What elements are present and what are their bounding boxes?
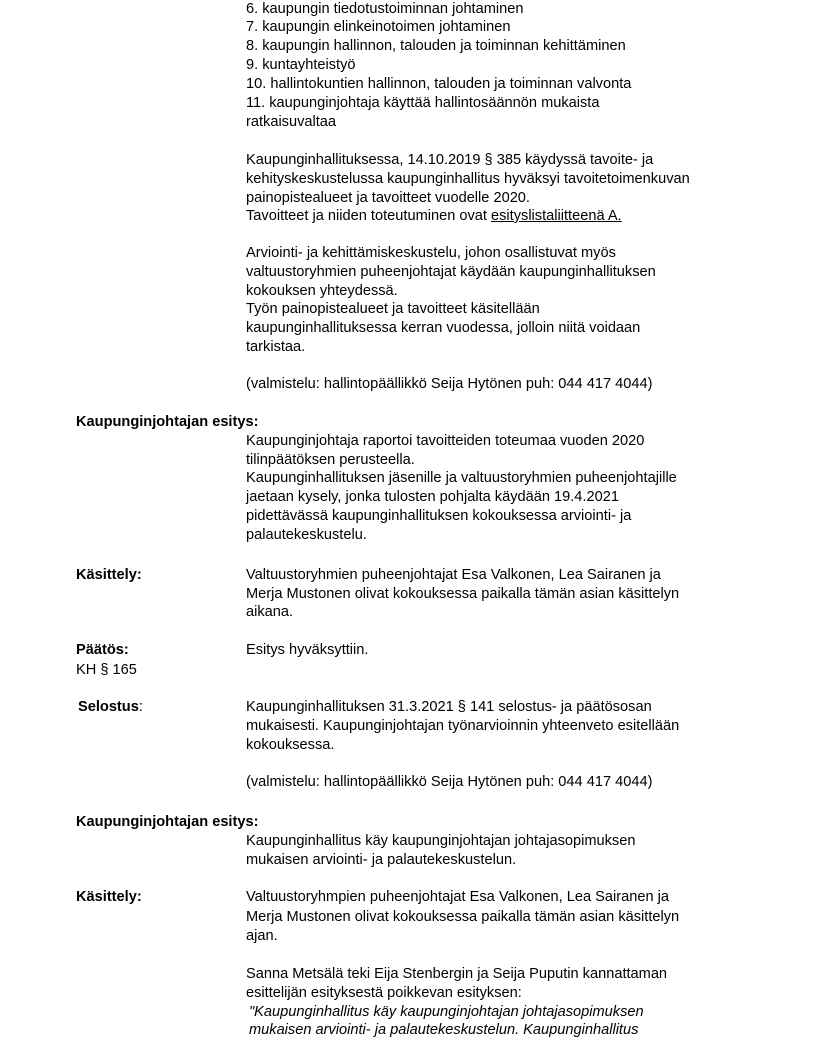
- section-label: Käsittely:: [76, 567, 142, 583]
- section-text: Merja Mustonen olivat kokouksessa paikalla tämän asian käsittelyn: [246, 586, 680, 602]
- section-label: Kaupunginjohtajan esitys:: [76, 814, 259, 830]
- attachment-link[interactable]: esityslistaliitteenä A.: [491, 208, 622, 224]
- section-text: mukaisen arviointi- ja palautekeskustelun.: [246, 852, 517, 868]
- section-text: jaetaan kysely, jonka tulosten pohjalta käydään 19.4.2021: [246, 489, 619, 505]
- section-text: kokouksessa.: [246, 737, 335, 753]
- decision-text: Esitys hyväksyttiin.: [246, 642, 369, 658]
- paragraph-line: [246, 207, 622, 225]
- list-item: 8. kaupungin hallinnon, talouden ja toiminnan kehittäminen: [246, 38, 626, 54]
- quoted-proposal: "Kaupunginhallitus käy kaupunginjohtajan johtajasopimuksen: [249, 1004, 644, 1020]
- section-text: Kaupunginhallitus käy kaupunginjohtajan johtajasopimuksen: [246, 833, 636, 849]
- section-text: Sanna Metsälä teki Eija Stenbergin ja Seija Puputin kannattaman: [246, 966, 668, 982]
- section-text: Merja Mustonen olivat kokouksessa paikalla tämän asian käsittelyn: [246, 909, 680, 925]
- paragraph-text: Tavoitteet ja niiden toteutuminen ovat: [246, 208, 492, 224]
- quoted-proposal: mukaisen arviointi- ja palautekeskustelun. Kaupunginhallitus: [249, 1022, 639, 1038]
- preparer-note: (valmistelu: hallintopäällikkö Seija Hytönen puh: 044 417 4044): [246, 774, 653, 790]
- section-label: Päätös:: [76, 642, 129, 658]
- list-item: 7. kaupungin elinkeinotoimen johtaminen: [246, 19, 511, 35]
- section-text: Kaupunginhallituksen jäsenille ja valtuustoryhmien puheenjohtajille: [246, 470, 677, 486]
- paragraph-line: kokouksen yhteydessä.: [246, 283, 398, 299]
- section-text: Kaupunginjohtaja raportoi tavoitteiden toteumaa vuoden 2020: [246, 433, 645, 449]
- section-text: tilinpäätöksen perusteella.: [246, 452, 415, 468]
- list-item: 10. hallintokuntien hallinnon, talouden ja toiminnan valvonta: [246, 76, 632, 92]
- paragraph-line: Työn painopistealueet ja tavoitteet käsitellään: [246, 301, 540, 317]
- section-text: ajan.: [246, 928, 278, 944]
- section-text: palautekeskustelu.: [246, 527, 367, 543]
- list-item: 11. kaupunginjohtaja käyttää hallintosäännön mukaista: [246, 95, 600, 111]
- paragraph-line: Kaupunginhallituksessa, 14.10.2019 § 385 käydyssä tavoite- ja: [246, 152, 654, 168]
- preparer-note: (valmistelu: hallintopäällikkö Seija Hytönen puh: 044 417 4044): [246, 376, 653, 392]
- paragraph-line: painopistealueet ja tavoitteet vuodelle 2020.: [246, 190, 530, 206]
- section-label: Kaupunginjohtajan esitys:: [76, 414, 259, 430]
- section-text: Kaupunginhallituksen 31.3.2021 § 141 selostus- ja päätösosan: [246, 699, 652, 715]
- section-reference: KH § 165: [76, 662, 137, 678]
- section-label: [78, 698, 143, 716]
- paragraph-line: valtuustoryhmien puheenjohtajat käydään kaupunginhallituksen: [246, 264, 656, 280]
- list-item: ratkaisuvaltaa: [246, 114, 337, 130]
- list-item: 9. kuntayhteistyö: [246, 57, 356, 73]
- paragraph-line: kehityskeskustelussa kaupunginhallitus hyväksyi tavoitetoimenkuvan: [246, 171, 690, 187]
- section-text: esittelijän esityksestä poikkevan esityksen:: [246, 985, 522, 1001]
- section-label-colon: :: [138, 699, 143, 715]
- section-text: mukaisesti. Kaupunginjohtajan työnarvioinnin yhteenveto esitellään: [246, 718, 680, 734]
- section-label: Käsittely:: [76, 889, 142, 905]
- paragraph-line: kaupunginhallituksessa kerran vuodessa, jolloin niitä voidaan: [246, 320, 641, 336]
- paragraph-line: Arviointi- ja kehittämiskeskustelu, johon osallistuvat myös: [246, 245, 616, 261]
- section-label-text: Selostus: [78, 699, 139, 715]
- section-text: Valtuustoryhmpien puheenjohtajat Esa Valkonen, Lea Sairanen ja: [246, 889, 669, 905]
- section-text: pidettävässä kaupunginhallituksen kokouksessa arviointi- ja: [246, 508, 632, 524]
- paragraph-line: tarkistaa.: [246, 339, 306, 355]
- section-text: aikana.: [246, 604, 294, 620]
- section-text: Valtuustoryhmien puheenjohtajat Esa Valkonen, Lea Sairanen ja: [246, 567, 661, 583]
- list-item: 6. kaupungin tiedotustoiminnan johtaminen: [246, 1, 524, 17]
